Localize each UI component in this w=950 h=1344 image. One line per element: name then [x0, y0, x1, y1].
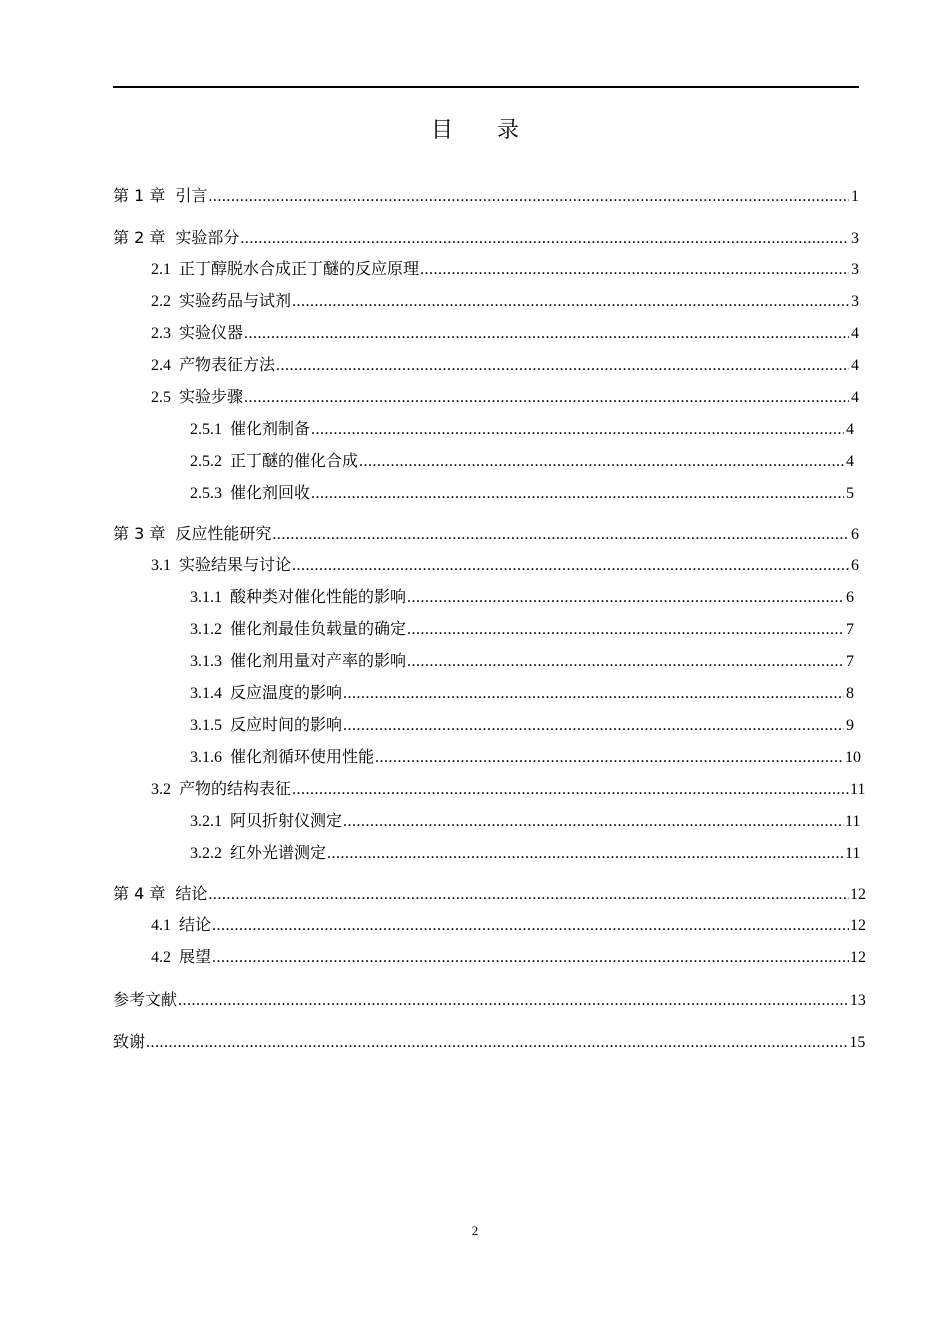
toc-entry-number: 2.5 [151, 389, 171, 406]
toc-dot-leader [178, 989, 849, 1013]
toc-dot-leader [212, 946, 849, 970]
toc-entry-number: 2.2 [151, 293, 171, 310]
toc-section-entry[interactable] [151, 354, 859, 378]
toc-chapter-entry[interactable] [113, 882, 866, 906]
toc-entry-page: 10 [845, 749, 861, 766]
toc-entry-title: 实验药品与试剂 [179, 293, 292, 310]
toc-entry-title: 催化剂用量对产率的影响 [230, 653, 407, 670]
toc-section-entry[interactable] [151, 290, 859, 314]
toc-dot-leader [240, 227, 849, 251]
toc-entry-title: 实验步骤 [179, 389, 244, 406]
toc-section-entry[interactable] [190, 650, 854, 674]
toc-dot-leader [311, 482, 844, 506]
toc-entry-title: 实验部分 [175, 228, 240, 247]
toc-entry-page: 5 [846, 485, 854, 502]
toc-dot-leader [343, 682, 844, 706]
toc-dot-leader [343, 714, 844, 738]
toc-chapter-entry[interactable] [113, 1030, 866, 1054]
toc-entry-page: 6 [846, 589, 854, 606]
toc-section-entry[interactable] [151, 554, 859, 578]
toc-entry-title: 引言 [175, 186, 208, 205]
toc-entry-title: 阿贝折射仪测定 [230, 813, 343, 830]
toc-entry-page: 11 [850, 781, 866, 798]
toc-entry-title: 正丁醚的催化合成 [230, 453, 359, 470]
toc-section-entry[interactable] [190, 714, 854, 738]
toc-entry-number: 第 3 章 [113, 524, 166, 543]
toc-entry-page: 13 [849, 992, 866, 1009]
toc-entry-page: 12 [850, 949, 866, 966]
toc-entry-page: 11 [845, 813, 861, 830]
toc-title: 目 录 [430, 117, 519, 142]
toc-entry-page: 4 [851, 325, 859, 342]
toc-chapter-entry[interactable] [113, 226, 859, 250]
toc-entry-number: 3.1.3 [190, 653, 222, 670]
toc-dot-leader [292, 554, 849, 578]
toc-entry-page: 4 [851, 389, 859, 406]
toc-entry-number: 3.1.1 [190, 589, 222, 606]
toc-entry-title: 催化剂回收 [230, 485, 311, 502]
toc-entry-title: 产物的结构表征 [179, 781, 292, 798]
toc-section-entry[interactable] [190, 842, 861, 866]
toc-entry-number: 3.2.1 [190, 813, 222, 830]
toc-dot-leader [208, 883, 849, 907]
toc-entry-page: 7 [846, 653, 854, 670]
toc-dot-leader [244, 322, 849, 346]
toc-entry-page: 3 [851, 293, 859, 310]
toc-entry-number: 2.3 [151, 325, 171, 342]
toc-entry-number: 2.5.3 [190, 485, 222, 502]
toc-entry-title: 催化剂最佳负载量的确定 [230, 621, 407, 638]
toc-entry-number: 3.2.2 [190, 845, 222, 862]
toc-chapter-entry[interactable] [113, 184, 859, 208]
toc-dot-leader [375, 746, 844, 770]
toc-section-entry[interactable] [151, 386, 859, 410]
toc-chapter-entry[interactable] [113, 988, 866, 1012]
toc-entry-title: 酸种类对催化性能的影响 [230, 589, 407, 606]
toc-section-entry[interactable] [190, 418, 854, 442]
toc-entry-page: 8 [846, 685, 854, 702]
toc-section-entry[interactable] [151, 946, 866, 970]
toc-dot-leader [407, 650, 844, 674]
toc-section-entry[interactable] [190, 810, 861, 834]
toc-section-entry[interactable] [151, 322, 859, 346]
toc-entry-number: 4.2 [151, 949, 171, 966]
page-number: 2 [471, 1223, 479, 1238]
toc-section-entry[interactable] [190, 746, 861, 770]
toc-entry-number: 第 2 章 [113, 228, 166, 247]
toc-entry-title: 正丁醇脱水合成正丁醚的反应原理 [179, 261, 420, 278]
toc-entry-title: 反应性能研究 [175, 524, 272, 543]
toc-entry-number: 3.1.2 [190, 621, 222, 638]
toc-dot-leader [359, 450, 844, 474]
toc-entry-page: 15 [849, 1034, 866, 1051]
toc-entry-number: 第 4 章 [113, 884, 166, 903]
toc-section-entry[interactable] [190, 450, 854, 474]
toc-entry-number: 3.1.6 [190, 749, 222, 766]
toc-entry-title: 反应温度的影响 [230, 685, 343, 702]
toc-dot-leader [208, 185, 849, 209]
toc-dot-leader [272, 523, 849, 547]
toc-dot-leader [292, 778, 849, 802]
toc-entry-page: 4 [846, 421, 854, 438]
toc-dot-leader [276, 354, 849, 378]
toc-entry-number: 2.5.1 [190, 421, 222, 438]
toc-entry-number: 4.1 [151, 917, 171, 934]
toc-entry-page: 9 [846, 717, 854, 734]
toc-chapter-entry[interactable] [113, 522, 859, 546]
toc-dot-leader [407, 618, 844, 642]
toc-entry-number: 第 1 章 [113, 186, 166, 205]
toc-dot-leader [244, 386, 849, 410]
toc-entry-number: 2.1 [151, 261, 171, 278]
toc-entry-number: 3.2 [151, 781, 171, 798]
toc-section-entry[interactable] [151, 914, 866, 938]
toc-entry-title: 结论 [175, 884, 208, 903]
toc-entry-title: 实验结果与讨论 [179, 557, 292, 574]
toc-dot-leader [292, 290, 849, 314]
toc-entry-page: 4 [851, 357, 859, 374]
toc-dot-leader [420, 258, 849, 282]
toc-entry-number: 3.1.4 [190, 685, 222, 702]
toc-section-entry[interactable] [190, 482, 854, 506]
toc-entry-title: 反应时间的影响 [230, 717, 343, 734]
header-rule [113, 86, 859, 88]
toc-section-entry[interactable] [190, 682, 854, 706]
toc-entry-number: 3.1.5 [190, 717, 222, 734]
toc-section-entry[interactable] [151, 258, 859, 282]
toc-entry-title: 致谢 [113, 1032, 146, 1051]
toc-entry-page: 3 [851, 230, 859, 247]
toc-dot-leader [327, 842, 844, 866]
toc-entry-number: 3.1 [151, 557, 171, 574]
toc-entry-title: 红外光谱测定 [230, 845, 327, 862]
toc-entry-page: 1 [851, 188, 859, 205]
toc-entry-title: 实验仪器 [179, 325, 244, 342]
toc-entry-page: 7 [846, 621, 854, 638]
toc-entry-page: 11 [845, 845, 861, 862]
toc-entry-title: 结论 [179, 917, 212, 934]
toc-dot-leader [311, 418, 844, 442]
toc-entry-number: 2.5.2 [190, 453, 222, 470]
toc-entry-page: 12 [850, 886, 866, 903]
toc-entry-page: 3 [851, 261, 859, 278]
toc-entry-title: 催化剂制备 [230, 421, 311, 438]
toc-entry-page: 6 [851, 526, 859, 543]
toc-entry-title: 参考文献 [113, 990, 178, 1009]
toc-section-entry[interactable] [190, 618, 854, 642]
toc-section-entry[interactable] [151, 778, 866, 802]
toc-dot-leader [146, 1031, 848, 1055]
toc-entry-title: 产物表征方法 [179, 357, 276, 374]
toc-dot-leader [212, 914, 849, 938]
toc-dot-leader [407, 586, 844, 610]
toc-section-entry[interactable] [190, 586, 854, 610]
toc-entry-page: 6 [851, 557, 859, 574]
toc-dot-leader [343, 810, 844, 834]
toc-entry-page: 4 [846, 453, 854, 470]
toc-entry-title: 催化剂循环使用性能 [230, 749, 375, 766]
toc-entry-title: 展望 [179, 949, 212, 966]
toc-entry-number: 2.4 [151, 357, 171, 374]
toc-entry-page: 12 [850, 917, 866, 934]
